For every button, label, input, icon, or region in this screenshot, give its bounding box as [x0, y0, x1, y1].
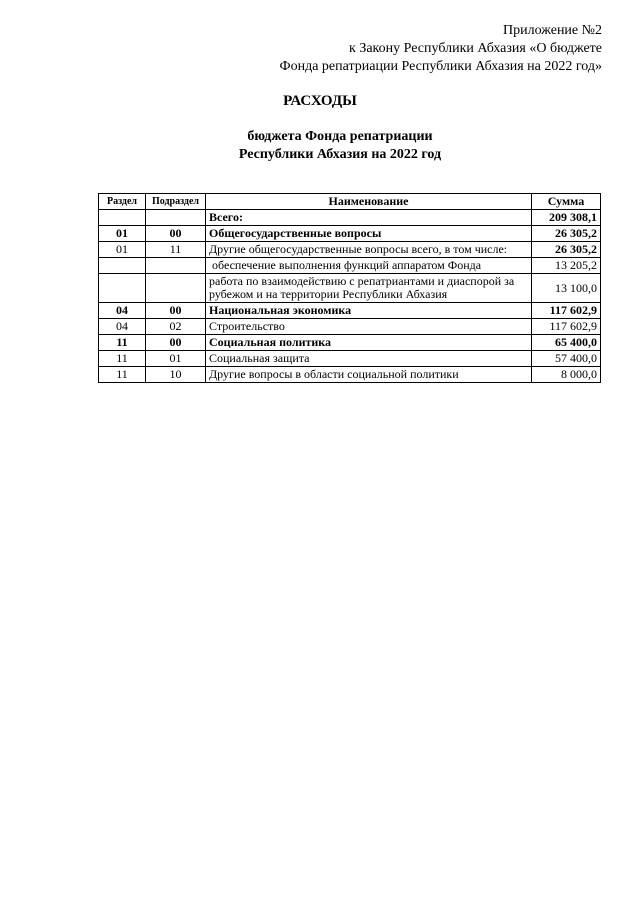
cell-podrazdel: 01 [146, 351, 206, 367]
cell-razdel: 04 [99, 319, 146, 335]
cell-podrazdel [146, 210, 206, 226]
cell-podrazdel: 00 [146, 335, 206, 351]
cell-razdel: 11 [99, 351, 146, 367]
annex-line-1: Приложение №2 [503, 23, 602, 38]
table-row [99, 367, 601, 383]
cell-name: Другие вопросы в области социальной политики [206, 367, 532, 383]
header-sum: Сумма [532, 194, 601, 210]
table-row [99, 258, 601, 274]
cell-podrazdel [146, 274, 206, 303]
cell-name: Строительство [206, 319, 532, 335]
cell-sum: 26 305,2 [532, 226, 601, 242]
cell-sum: 117 602,9 [532, 303, 601, 319]
cell-razdel [99, 258, 146, 274]
cell-podrazdel: 00 [146, 226, 206, 242]
cell-name: обеспечение выполнения функций аппаратом Фонда [206, 258, 532, 274]
cell-sum: 57 400,0 [532, 351, 601, 367]
cell-razdel [99, 210, 146, 226]
cell-podrazdel: 11 [146, 242, 206, 258]
cell-sum: 117 602,9 [532, 319, 601, 335]
header-name: Наименование [206, 194, 532, 210]
cell-podrazdel [146, 258, 206, 274]
header-razdel: Раздел [99, 194, 146, 210]
cell-podrazdel: 02 [146, 319, 206, 335]
cell-name: Другие общегосударственные вопросы всего, в том числе: [206, 242, 532, 258]
cell-name: Общегосударственные вопросы [206, 226, 532, 242]
expenses-table [98, 193, 601, 383]
cell-razdel: 04 [99, 303, 146, 319]
cell-razdel: 11 [99, 335, 146, 351]
table-row [99, 319, 601, 335]
cell-name: Всего: [206, 210, 532, 226]
table-row [99, 303, 601, 319]
table-row [99, 274, 601, 303]
subtitle-line-1: бюджета Фонда репатриации [247, 129, 433, 144]
table-row [99, 226, 601, 242]
annex-header [280, 22, 602, 76]
cell-sum: 26 305,2 [532, 242, 601, 258]
annex-line-2: к Закону Республики Абхазия «О бюджете [349, 41, 602, 56]
table-row [99, 242, 601, 258]
cell-razdel: 11 [99, 367, 146, 383]
cell-name: Национальная экономика [206, 303, 532, 319]
cell-podrazdel: 00 [146, 303, 206, 319]
cell-name: работа по взаимодействию с репатриантами и диаспорой за рубежом и на территории Республики Абхазия [206, 274, 532, 303]
table-row [99, 335, 601, 351]
table-row [99, 351, 601, 367]
cell-sum: 65 400,0 [532, 335, 601, 351]
document-title: РАСХОДЫ [283, 93, 357, 109]
subtitle-line-2: Республики Абхазия на 2022 год [238, 147, 442, 162]
table-header-row [99, 194, 601, 210]
cell-sum: 13 100,0 [532, 274, 601, 303]
header-podrazdel: Подраздел [146, 194, 206, 210]
cell-sum: 209 308,1 [532, 210, 601, 226]
cell-razdel: 01 [99, 242, 146, 258]
cell-name: Социальная защита [206, 351, 532, 367]
cell-podrazdel: 10 [146, 367, 206, 383]
table-row-total [99, 210, 601, 226]
document-subtitle [40, 128, 640, 164]
cell-sum: 13 205,2 [532, 258, 601, 274]
cell-name: Социальная политика [206, 335, 532, 351]
cell-razdel: 01 [99, 226, 146, 242]
cell-razdel [99, 274, 146, 303]
cell-sum: 8 000,0 [532, 367, 601, 383]
annex-line-3: Фонда репатриации Республики Абхазия на 2022 год» [279, 59, 602, 74]
